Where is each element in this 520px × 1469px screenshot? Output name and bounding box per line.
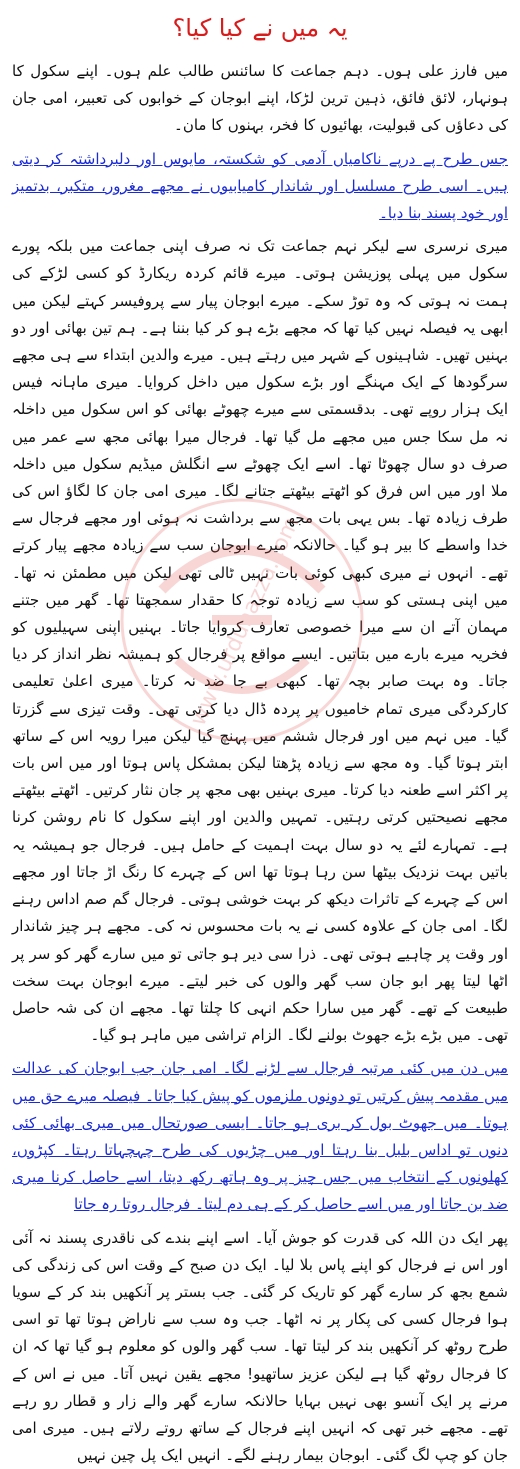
paragraph-ending: پھر ایک دن اللہ کی قدرت کو جوش آیا۔ اسے اپنے بندے کی ناقدری پسند نہ آئی اور اس نے فرجال کو اپنے پاس بلا لیا۔ ایک دن صبح کے وقت اس کی زندگی کی شمع بجھ کر سارے گھر کو تاریک کر گئی۔ جب بستر پر آنکھیں بند کر کے سویا ہوا فرجال کسی کی پکار پر نہ اٹھا۔ جب وہ سب سے ناراض ہوتا تھا تو اسی طرح روٹھ کر آنکھیں بند کر لیتا تھا۔ سب گھر والوں کو معلوم ہو گیا تھا کہ ان کا فرجال روٹھ گیا ہے لیکن عزیز ساتھیو! مجھے یقین نہیں آتا۔ میں نے اس کے مرنے پر ایک آنسو بھی نہیں بہایا حالانکہ سارے گھر والے زار و قطار رو رہے تھے۔ مجھے خبر تھی کہ انہیں اپنے فرجال کے ساتھ روتے رلاتے ہیں۔ میری امی جان کو چپ لگ گئی۔ ابوجان بیمار رہنے لگے۔ انہیں ایک پل چین نہیں [12,1228,508,1465]
paragraph-story: میری نرسری سے لیکر نہم جماعت تک نہ صرف اپنی جماعت میں بلکہ پورے سکول میں پہلی پوزیشن ہوتی۔ میرے قائم کردہ ریکارڈ کو کسی لڑکے کی ہمت نہ ہوتی کہ وہ توڑ سکے۔ میرے ابوجان پیار سے پروفیسر کہتے لیکن میں ابھی یہ فیصلہ نہیں کیا تھا کہ مجھے بڑے ہو کر کیا بننا ہے۔ ہم تین بھائی اور دو بہنیں تھیں۔ شاہینوں کے شہر میں رہتے ہیں۔ میرے والدین ابتداء سے ہی مجھے سرگودھا کے ایک مہنگے اور بڑے سکول میں داخل کروایا۔ میری ماہانہ فیس ایک ہزار روپے تھی۔ بدقسمتی سے میرے چھوٹے بھائی کو اس سکول میں داخلہ نہ مل سکا جس میں مجھے مل گیا تھا۔ فرجال میرا بھائی مجھ سے عمر میں صرف دو سال چھوٹا تھا۔ اسے ایک چھوٹے سے انگلش میڈیم سکول میں داخلہ ملا اور میں اس فرق کو اٹھتے بیٹھتے جتانے لگا۔ میری امی جان کا لگاؤ اس کی طرف زیادہ تھا۔ بس یہی بات مجھ سے برداشت نہ ہوئی اور مجھے فرجال سے خدا واسطے کا بیر ہو گیا۔ حالانکہ میرے ابوجان سب سے زیادہ مجھے پیار کرتے تھے۔ انہوں نے میری کبھی کوئی بات نہیں ٹالی تھی لیکن میں مطمئن نہ تھا۔ میں اپنی ہستی کو سب سے زیادہ توجہ کا حقدار سمجھتا تھا۔ گھر میں جتنے مہمان آتے ان سے میرا خصوصی تعارف کروایا جاتا۔ بہنیں اپنی سہیلیوں کو فخریہ میرے بارے میں بتاتیں۔ ایسے مواقع پر فرجال کو ہمیشہ نظر انداز کر دیا جاتا۔ وہ بہت صابر بچہ تھا۔ کبھی بے جا ضد نہ کرتا۔ میری اعلیٰ تعلیمی کارکردگی میری تمام خامیوں پر پردہ ڈال دیا کرتی تھی۔ وقت تیزی سے گزرتا گیا۔ میں نہم میں اور فرجال ششم میں پہنچ گیا لیکن میرا رویہ اس کے ساتھ ابتر ہوتا گیا۔ وہ مجھ سے زیادہ پڑھتا لیکن بمشکل پاس ہوتا اور میں اس بات پر اکثر اسے طعنہ دیا کرتا۔ میری بہنیں بھی مجھ پر جان نثار کرتیں۔ اٹھتے بیٹھتے مجھے نصیحتیں کرتی رہتیں۔ تمہیں والدین اور اپنے سکول کا نام روشن کرنا ہے۔ تمہارے لئے یہ دو سال بہت اہمیت کے حامل ہیں۔ فرجال جو ہمیشہ یہ باتیں بہت نزدیک بیٹھا سن رہا ہوتا تھا اس کے چہرے کا رنگ اڑ جاتا اور مجھے اس کے چہرے کے تاثرات دیکھ کر بہت خوشی ہوتی۔ فرجال گم صم اداس رہنے لگا۔ امی جان کے علاوہ کسی نے یہ بات محسوس نہ کی۔ مجھے ہر چیز شاندار اور وقت پر چاہیے ہوتی تھی۔ ذرا سی دیر ہو جاتی تو میں سارے گھر کو سر پر اٹھا لیتا پھر ابو جان سب گھر والوں کی خبر لیتے۔ میرے ابوجان بہت سخت طبیعت کے تھے۔ گھر میں سارا حکم انہی کا چلتا تھا۔ مجھے ان کی شہ حاصل تھی۔ میں بڑے بڑے جھوٹ بولنے لگا۔ الزام تراشی میں ماہر ہو گیا۔ [12,237,508,1045]
article-title: یہ میں نے کیا کیا؟ [172,14,348,42]
paragraph-highlight-court: میں دن میں کئی مرتبہ فرجال سے لڑنے لگا۔ امی جان جب ابوجان کی عدالت میں مقدمہ پیش کرتیں تو دونوں ملزموں کو پیش کیا جاتا۔ فیصلہ میرے حق میں ہوتا۔ میں جھوٹ بول کر بری ہو جاتا۔ ایسی صورتحال میں میری بھائی کئی دنوں تو اداس بلبل بنا رہتا اور میں چڑیوں کی طرح چہچہاتا رہتا۔ کپڑوں، کھلونوں کے انتخاب میں جس چیز پر وہ ہاتھ رکھ دیتا، اسے حاصل کرنا میری ضد بن جاتا اور میں اسے حاصل کر کے ہی دم لیتا۔ فرجال روتا رہ جاتا [12,1059,508,1214]
paragraph-highlight-quote: جس طرح پے درپے ناکامیاں آدمی کو شکستہ، مایوس اور دلبرداشتہ کر دیتی ہیں۔ اسی طرح مسلسل اور شاندار کامیابیوں نے مجھے مغرور، متکبر، بدتمیز اور خود پسند بنا دیا۔ [12,149,508,223]
paragraph-intro: میں فارز علی ہوں۔ دہم جماعت کا سائنس طالب علم ہوں۔ اپنے سکول کا ہونہار، لائق فائق، ذہین ترین لڑکا، اپنے ابوجان کے خوابوں کی تعبیر، امی جان کی دعاؤں کی قبولیت، بھائیوں کا فخر، بہنوں کا مان۔ [12,62,508,135]
watermark-text: www.urdunazza.com [185,513,305,730]
